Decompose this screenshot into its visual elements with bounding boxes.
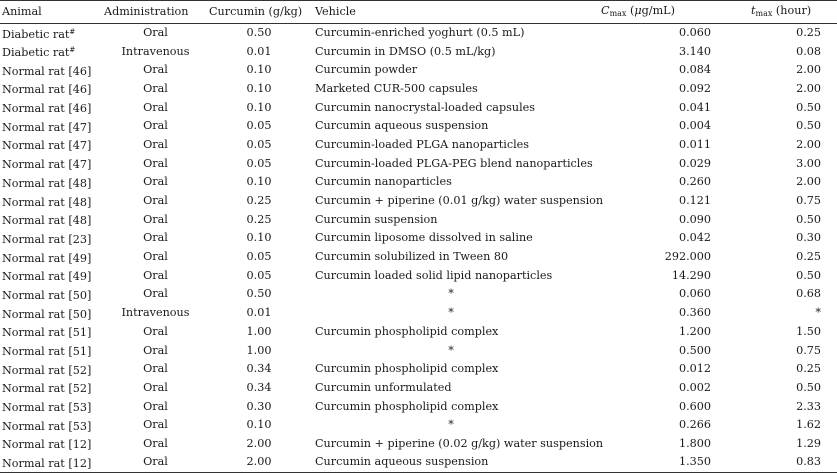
cell-vehicle: Curcumin phospholipid complex: [315, 362, 499, 376]
cell-cmax: 0.092: [678, 81, 711, 95]
header-tmax-unit: (hour): [772, 3, 812, 17]
cell-administration: Oral: [143, 119, 168, 133]
cell-curcumin-dose: 0.34: [246, 380, 272, 394]
table-row-12: [0, 229, 837, 248]
cell-curcumin-dose: 0.50: [246, 287, 272, 301]
cell-curcumin-dose: 0.25: [246, 212, 272, 226]
cell-curcumin-dose: 0.30: [246, 399, 272, 413]
cell-tmax: 0.30: [796, 231, 821, 245]
cell-cmax: 14.290: [671, 268, 711, 282]
cell-cmax: 0.360: [678, 306, 711, 320]
cell-administration: Oral: [143, 26, 168, 40]
cell-cmax: 1.800: [678, 436, 711, 450]
cell-animal: [0, 453, 102, 472]
cell-vehicle: Curcumin + piperine (0.01 g/kg) water suspension: [315, 194, 604, 208]
table-row-14: [0, 266, 837, 285]
cell-cmax: 0.004: [678, 119, 711, 133]
cell-cmax: 0.500: [678, 343, 711, 357]
cell-cmax: 0.060: [678, 26, 711, 40]
cell-administration: Intravenous: [121, 306, 190, 320]
cell-animal: [0, 61, 102, 80]
cell-cmax: 0.042: [678, 231, 711, 245]
cell-animal: [0, 379, 102, 398]
table-row-22: [0, 416, 837, 435]
animal-label: Normal rat [49]: [2, 270, 92, 284]
cell-cmax: 0.029: [678, 156, 711, 170]
cell-vehicle: Curcumin-loaded PLGA-PEG blend nanoparticles: [315, 156, 593, 170]
cell-curcumin-dose: 0.05: [246, 250, 272, 264]
cell-vehicle: Curcumin unformulated: [315, 380, 452, 394]
cell-vehicle: Curcumin + piperine (0.02 g/kg) water suspension: [315, 436, 604, 450]
animal-label: Normal rat [50]: [2, 288, 92, 302]
table-row-11: [0, 210, 837, 229]
header-tmax: [731, 1, 837, 24]
cell-animal: [0, 192, 102, 211]
table-row-20: [0, 379, 837, 398]
header-vehicle: Vehicle: [309, 1, 587, 24]
table-row-9: [0, 173, 837, 192]
cell-vehicle: Curcumin liposome dissolved in saline: [315, 231, 533, 245]
header-tmax-subscript: max: [755, 8, 773, 18]
table-row-7: [0, 136, 837, 155]
cell-animal: [0, 416, 102, 435]
animal-label: Normal rat [47]: [2, 120, 92, 134]
animal-label: Normal rat [47]: [2, 158, 92, 172]
cell-administration: Oral: [143, 362, 168, 376]
animal-label: Normal rat [46]: [2, 64, 92, 78]
cell-vehicle: Curcumin phospholipid complex: [315, 324, 499, 338]
cell-animal: [0, 266, 102, 285]
cell-animal: [0, 435, 102, 454]
cell-administration: Intravenous: [121, 44, 190, 58]
cell-administration: Oral: [143, 212, 168, 226]
cell-curcumin-dose: 0.05: [246, 156, 272, 170]
cell-cmax: 0.002: [678, 380, 711, 394]
cell-tmax: 0.50: [796, 100, 821, 114]
cell-cmax: 0.084: [678, 63, 711, 77]
table-row-10: [0, 192, 837, 211]
footnote-mark: #: [69, 27, 76, 36]
table-row-23: [0, 435, 837, 454]
cell-curcumin-dose: 0.05: [246, 119, 272, 133]
table-row-18: [0, 341, 837, 360]
cell-vehicle: Curcumin aqueous suspension: [315, 119, 489, 133]
cell-curcumin-dose: 0.01: [246, 306, 272, 320]
cell-animal: [0, 360, 102, 379]
animal-label: Normal rat [47]: [2, 139, 92, 153]
cell-cmax: 0.600: [678, 399, 711, 413]
cell-administration: Oral: [143, 399, 168, 413]
cell-tmax: 0.83: [731, 453, 837, 472]
animal-label: Normal rat [12]: [2, 456, 92, 470]
cell-vehicle: Curcumin nanoparticles: [315, 175, 452, 189]
cell-tmax: 0.75: [796, 194, 821, 208]
cell-administration: Oral: [143, 268, 168, 282]
animal-label: Normal rat [52]: [2, 363, 92, 377]
cell-vehicle: Curcumin-loaded PLGA nanoparticles: [315, 137, 530, 151]
animal-label: Normal rat [23]: [2, 232, 92, 246]
cell-animal: [0, 42, 102, 61]
table-row-24: [0, 453, 837, 472]
cell-animal: [0, 136, 102, 155]
footnote-mark: #: [69, 46, 76, 55]
table-row-1: [0, 24, 837, 43]
cell-administration: Oral: [143, 418, 168, 432]
animal-label: Normal rat [53]: [2, 419, 92, 433]
cell-cmax: 0.266: [678, 418, 711, 432]
table-row-21: [0, 397, 837, 416]
cell-tmax: 0.50: [796, 380, 821, 394]
cell-curcumin-dose: 0.25: [246, 194, 272, 208]
cell-vehicle: Curcumin solubilized in Tween 80: [315, 250, 509, 264]
animal-label: Normal rat [46]: [2, 102, 92, 116]
animal-label: Normal rat [52]: [2, 382, 92, 396]
cell-curcumin-dose: 0.34: [246, 362, 272, 376]
cell-animal: [0, 24, 102, 43]
table-row-17: [0, 323, 837, 342]
animal-label: Normal rat [53]: [2, 401, 92, 415]
header-row: [0, 1, 837, 24]
cell-curcumin-dose: 0.10: [246, 175, 272, 189]
table-row-5: [0, 98, 837, 117]
cell-tmax: 0.25: [796, 250, 821, 264]
table-row-6: [0, 117, 837, 136]
cell-tmax: 0.75: [796, 343, 821, 357]
cell-cmax: 0.041: [678, 100, 711, 114]
table-row-4: [0, 80, 837, 99]
cell-animal: [0, 154, 102, 173]
cell-administration: Oral: [143, 81, 168, 95]
cell-administration: Oral: [143, 343, 168, 357]
table-row-2: [0, 42, 837, 61]
header-cmax: [587, 1, 731, 24]
animal-label: Normal rat [48]: [2, 195, 92, 209]
cell-administration: Oral: [143, 194, 168, 208]
cell-administration: Oral: [143, 436, 168, 450]
cell-tmax: 0.25: [796, 26, 821, 40]
cell-animal: [0, 248, 102, 267]
table-row-15: [0, 285, 837, 304]
table-header: [0, 1, 837, 24]
cell-animal: [0, 323, 102, 342]
header-tmax-symbol: t: [751, 3, 756, 17]
cell-tmax: 3.00: [796, 156, 821, 170]
cell-cmax: 1.200: [678, 324, 711, 338]
cell-animal: [0, 117, 102, 136]
cell-animal: [0, 341, 102, 360]
cell-curcumin-dose: 2.00: [207, 453, 309, 472]
cell-animal: [0, 98, 102, 117]
cell-cmax: 1.350: [587, 453, 731, 472]
cell-vehicle: Marketed CUR-500 capsules: [315, 81, 478, 95]
cell-curcumin-dose: 0.05: [246, 268, 272, 282]
cell-animal: [0, 229, 102, 248]
cell-vehicle: *: [448, 343, 454, 357]
cell-curcumin-dose: 0.10: [246, 81, 272, 95]
cell-animal: [0, 210, 102, 229]
cell-vehicle: *: [448, 418, 454, 432]
header-administration: Administration: [102, 1, 207, 24]
cell-cmax: 0.090: [678, 212, 711, 226]
cell-curcumin-dose: 0.10: [246, 418, 272, 432]
header-animal: Animal: [0, 1, 102, 24]
cell-tmax: 2.00: [796, 137, 821, 151]
cell-curcumin-dose: 0.10: [246, 63, 272, 77]
cell-cmax: 0.260: [678, 175, 711, 189]
animal-label: Normal rat [48]: [2, 176, 92, 190]
cell-curcumin-dose: 0.10: [246, 100, 272, 114]
cell-animal: [0, 285, 102, 304]
animal-label: Normal rat [49]: [2, 251, 92, 265]
header-cmax-mu: μ: [634, 3, 642, 17]
cell-administration: Oral: [143, 287, 168, 301]
cell-cmax: 0.011: [678, 137, 711, 151]
animal-label: Normal rat [51]: [2, 326, 92, 340]
cell-administration: Oral: [143, 175, 168, 189]
cell-animal: [0, 80, 102, 99]
cell-curcumin-dose: 0.50: [246, 26, 272, 40]
cell-vehicle: Curcumin phospholipid complex: [315, 399, 499, 413]
cell-administration: Oral: [143, 231, 168, 245]
cell-cmax: 292.000: [664, 250, 711, 264]
cell-tmax: 0.08: [796, 44, 821, 58]
cell-administration: Oral: [143, 137, 168, 151]
cell-vehicle: Curcumin powder: [315, 63, 418, 77]
cell-vehicle: Curcumin suspension: [315, 212, 438, 226]
cell-curcumin-dose: 1.00: [246, 343, 272, 357]
header-cmax-subscript: max: [609, 8, 627, 18]
cell-animal: [0, 173, 102, 192]
cell-curcumin-dose: 1.00: [246, 324, 272, 338]
cell-curcumin-dose: 0.05: [246, 137, 272, 151]
cell-vehicle: Curcumin aqueous suspension: [309, 453, 587, 472]
cell-tmax: 2.33: [796, 399, 821, 413]
table-row-13: [0, 248, 837, 267]
cell-vehicle: *: [448, 287, 454, 301]
cell-tmax: *: [815, 306, 821, 320]
cell-tmax: 1.29: [796, 436, 821, 450]
cell-tmax: 1.50: [796, 324, 821, 338]
table-row-16: [0, 304, 837, 323]
cell-administration: Oral: [143, 100, 168, 114]
cell-curcumin-dose: 2.00: [246, 436, 272, 450]
table-row-3: [0, 61, 837, 80]
cell-vehicle: Curcumin-enriched yoghurt (0.5 mL): [315, 26, 525, 40]
cell-cmax: 3.140: [678, 44, 711, 58]
table-row-8: [0, 154, 837, 173]
cell-animal: [0, 304, 102, 323]
animal-label: Normal rat [12]: [2, 438, 92, 452]
animal-label: Normal rat [50]: [2, 307, 92, 321]
cell-tmax: 0.50: [796, 268, 821, 282]
animal-label: Normal rat [51]: [2, 345, 92, 359]
cell-tmax: 0.50: [796, 119, 821, 133]
animal-label: Normal rat [46]: [2, 83, 92, 97]
cell-vehicle: *: [448, 306, 454, 320]
cell-administration: Oral: [102, 453, 207, 472]
cell-vehicle: Curcumin nanocrystal-loaded capsules: [315, 100, 536, 114]
header-curcumin-dose: Curcumin (g/kg): [207, 1, 309, 24]
animal-label: Normal rat [48]: [2, 214, 92, 228]
cell-tmax: 0.25: [796, 362, 821, 376]
cell-administration: Oral: [143, 380, 168, 394]
cell-tmax: 0.68: [796, 287, 821, 301]
cell-cmax: 0.012: [678, 362, 711, 376]
animal-label: Diabetic rat: [2, 27, 70, 41]
cell-administration: Oral: [143, 156, 168, 170]
cell-tmax: 1.62: [796, 418, 821, 432]
cell-tmax: 2.00: [796, 81, 821, 95]
cell-curcumin-dose: 0.01: [246, 44, 272, 58]
cell-administration: Oral: [143, 324, 168, 338]
cell-administration: Oral: [143, 63, 168, 77]
cell-tmax: 0.50: [796, 212, 821, 226]
animal-label: Diabetic rat: [2, 46, 70, 60]
cell-cmax: 0.121: [678, 194, 711, 208]
cell-curcumin-dose: 0.10: [246, 231, 272, 245]
cell-vehicle: Curcumin loaded solid lipid nanoparticles: [315, 268, 553, 282]
table-row-19: [0, 360, 837, 379]
cell-vehicle: Curcumin in DMSO (0.5 mL/kg): [315, 44, 496, 58]
cell-cmax: 0.060: [678, 287, 711, 301]
header-cmax-unit-close: g/mL): [641, 3, 675, 17]
cell-tmax: 2.00: [796, 175, 821, 189]
header-cmax-symbol: C: [601, 3, 610, 17]
cell-tmax: 2.00: [796, 63, 821, 77]
cell-animal: [0, 397, 102, 416]
table-body: [0, 24, 837, 473]
cell-administration: Oral: [143, 250, 168, 264]
header-cmax-unit-open: (: [626, 3, 635, 17]
